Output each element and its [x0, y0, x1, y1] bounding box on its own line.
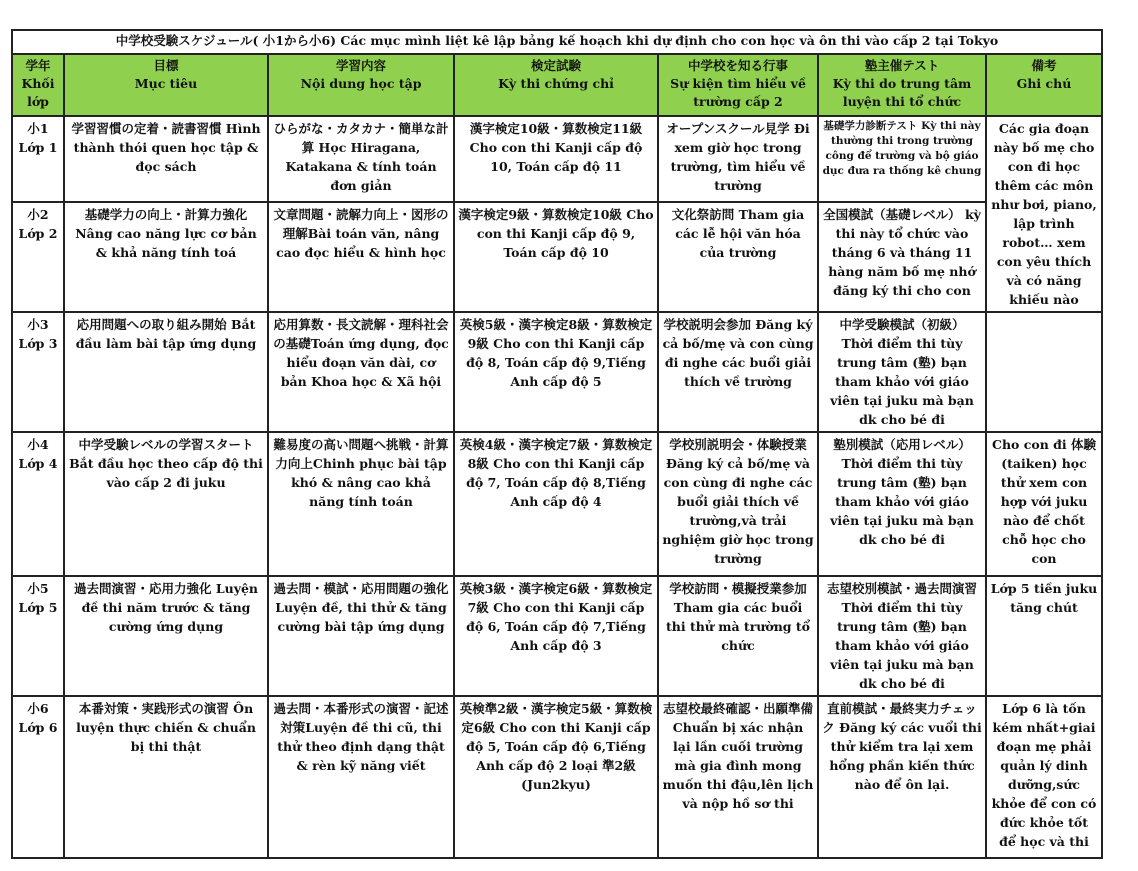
header-ja: 塾主催テスト	[864, 58, 940, 73]
header-ja: 目標	[153, 58, 179, 73]
content-cell: 過去問・模試・応用問題の強化Luyện đề, thi thử & tăng cường bài tập ứng dụng	[268, 576, 454, 696]
header-vi: Kỳ thi chứng chỉ	[498, 76, 614, 91]
juku-cell: 基礎学力診断テスト Kỳ thi này thường thi trong trường công để trường và bộ giáo dục đưa ra thống kê chung	[818, 116, 986, 202]
header-vi: Nội dung học tập	[300, 76, 422, 91]
grade-cell: 小4 Lớp 4	[12, 432, 64, 576]
juku-cell: 中学受験模試（初級） Thời điểm thi tùy trung tâm (塾) bạn tham khảo với giáo viên tại juku mà bạn dk cho bé đi	[818, 312, 986, 432]
table-title: 中学校受験スケジュール( 小1から小6) Các mục mình liệt kê lập bảng kế hoạch khi dự định cho con học và ôn thi vào cấp 2 tại Tokyo	[12, 30, 1102, 54]
header-row	[12, 54, 1102, 116]
table-row	[12, 432, 1102, 576]
event-cell: オープンスクール見学 Đi xem giờ học trong trường, tìm hiểu về trường	[658, 116, 818, 202]
exam-cell: 漢字検定10級・算数検定11級 Cho con thi Kanji cấp độ 10, Toán cấp độ 11	[454, 116, 658, 202]
header-vi: Mục tiêu	[134, 76, 198, 91]
table-row	[12, 202, 1102, 312]
header-exam	[454, 54, 658, 116]
grade-cell: 小6 Lớp 6	[12, 696, 64, 858]
notes-cell-lop6: Lớp 6 là tốn kém nhất+giai đoạn mẹ phải quản lý dinh dưỡng,sức khỏe để con có đức khỏe tốt để học và thi	[986, 696, 1102, 858]
title-row	[12, 30, 1102, 54]
header-event	[658, 54, 818, 116]
juku-cell: 直前模試・最終実力チェック Đăng ký các vuổi thi thử kiểm tra lại xem hổng phần kiến thức nào để ôn lại.	[818, 696, 986, 858]
event-cell: 志望校最終確認・出願準備 Chuẩn bị xác nhận lại lần cuối trường mà gia đình mong muốn thi đậu,lên lịch và nộp hồ sơ thi	[658, 696, 818, 858]
content-cell: 応用算数・長文読解・理科社会の基礎Toán ứng dụng, đọc hiểu đoạn văn dài, cơ bản Khoa học & Xã hội	[268, 312, 454, 432]
event-cell: 学校訪問・模擬授業参加 Tham gia các buổi thi thử mà trường tổ chức	[658, 576, 818, 696]
content-cell: ひらがな・カタカナ・簡単な計算 Học Hiragana, Katakana & tính toán đơn giản	[268, 116, 454, 202]
header-ja: 検定試験	[530, 58, 581, 73]
juku-cell: 全国模試（基礎レベル） kỳ thi này tổ chức vào tháng 6 và tháng 11 hàng năm bố mẹ nhớ đăng ký thi cho con	[818, 202, 986, 312]
table-row	[12, 696, 1102, 858]
exam-cell: 英検4級・漢字検定7級・算数検定8級 Cho con thi Kanji cấp độ 7, Toán cấp độ 8,Tiếng Anh cấp độ 4	[454, 432, 658, 576]
goal-cell: 本番対策・実践形式の演習 Ôn luyện thực chiến & chuẩn bị thi thật	[64, 696, 268, 858]
exam-cell: 漢字検定9級・算数検定10級 Cho con thi Kanji cấp độ 9, Toán cấp độ 10	[454, 202, 658, 312]
juku-cell: 志望校別模試・過去問演習Thời điểm thi tùy trung tâm (塾) bạn tham khảo với giáo viên tại juku mà bạn dk cho bé đi	[818, 576, 986, 696]
header-vi: Ghi chú	[1016, 76, 1072, 91]
notes-cell-lop1-2: Các gia đoạn này bố mẹ cho con đi học thêm các môn như bơi, piano, lập trình robot… xem con yêu thích và có năng khiếu nào	[986, 116, 1102, 312]
header-notes	[986, 54, 1102, 116]
header-juku	[818, 54, 986, 116]
notes-cell-empty	[986, 312, 1102, 432]
exam-cell: 英検3級・漢字検定6級・算数検定7級 Cho con thi Kanji cấp độ 6, Toán cấp độ 7,Tiếng Anh cấp độ 3	[454, 576, 658, 696]
header-content	[268, 54, 454, 116]
event-cell: 学校別説明会・体験授業Đăng ký cả bố/mẹ và con cùng đi nghe các buổi giải thích về trường,và trải nghiệm giờ học trong trường	[658, 432, 818, 576]
exam-cell: 英検5級・漢字検定8級・算数検定9級 Cho con thi Kanji cấp độ 8, Toán cấp độ 9,Tiếng Anh cấp độ 5	[454, 312, 658, 432]
grade-cell: 小1 Lớp 1	[12, 116, 64, 202]
grade-cell: 小5 Lớp 5	[12, 576, 64, 696]
table-row	[12, 576, 1102, 696]
header-vi: Sự kiện tìm hiểu về trường cấp 2	[670, 76, 806, 109]
header-ja: 学習内容	[335, 58, 386, 73]
content-cell: 難易度の高い問題へ挑戦・計算力向上Chinh phục bài tập khó & nâng cao khả năng tính toán	[268, 432, 454, 576]
exam-schedule-table	[11, 29, 1103, 859]
event-cell: 文化祭訪問 Tham gia các lễ hội văn hóa của trường	[658, 202, 818, 312]
goal-cell: 中学受験レベルの学習スタート Bắt đầu học theo cấp độ thi vào cấp 2 đi juku	[64, 432, 268, 576]
grade-cell: 小2 Lớp 2	[12, 202, 64, 312]
content-cell: 過去問・本番形式の演習・記述対策Luyện đề thi cũ, thi thử theo định dạng thật & rèn kỹ năng viết	[268, 696, 454, 858]
header-vi: Khối lớp	[21, 76, 55, 109]
goal-cell: 過去問演習・応用力強化 Luyện đề thi năm trước & tăng cường ứng dụng	[64, 576, 268, 696]
goal-cell: 基礎学力の向上・計算力強化 Nâng cao năng lực cơ bản & khả năng tính toá	[64, 202, 268, 312]
header-goal	[64, 54, 268, 116]
header-ja: 学年	[25, 58, 51, 73]
event-cell: 学校説明会参加 Đăng ký cả bố/mẹ và con cùng đi nghe các buổi giải thích về trường	[658, 312, 818, 432]
goal-cell: 学習習慣の定着・読書習慣 Hình thành thói quen học tập & đọc sách	[64, 116, 268, 202]
table-row	[12, 312, 1102, 432]
table-row	[12, 116, 1102, 202]
goal-cell: 応用問題への取り組み開始 Bắt đầu làm bài tập ứng dụng	[64, 312, 268, 432]
content-cell: 文章問題・読解力向上・図形の理解Bài toán văn, nâng cao đọc hiểu & hình học	[268, 202, 454, 312]
notes-cell-lop5: Lớp 5 tiền juku tăng chút	[986, 576, 1102, 696]
header-grade	[12, 54, 64, 116]
header-ja: 備考	[1031, 58, 1057, 73]
exam-cell: 英検準2級・漢字検定5級・算数検定6級 Cho con thi Kanji cấp độ 5, Toán cấp độ 6,Tiếng Anh cấp độ 2 loại 準2級(Jun2kyu)	[454, 696, 658, 858]
notes-cell-lop4: Cho con đi 体験(taiken) học thử xem con hợp với juku nào để chốt chỗ học cho con	[986, 432, 1102, 576]
juku-cell: 塾別模試（応用レベル） Thời điểm thi tùy trung tâm (塾) bạn tham khảo với giáo viên tại juku mà bạn dk cho bé đi	[818, 432, 986, 576]
header-vi: Kỳ thi do trung tâm luyện thi tổ chức	[832, 76, 972, 109]
grade-cell: 小3 Lớp 3	[12, 312, 64, 432]
header-ja: 中学校を知る行事	[687, 58, 788, 73]
